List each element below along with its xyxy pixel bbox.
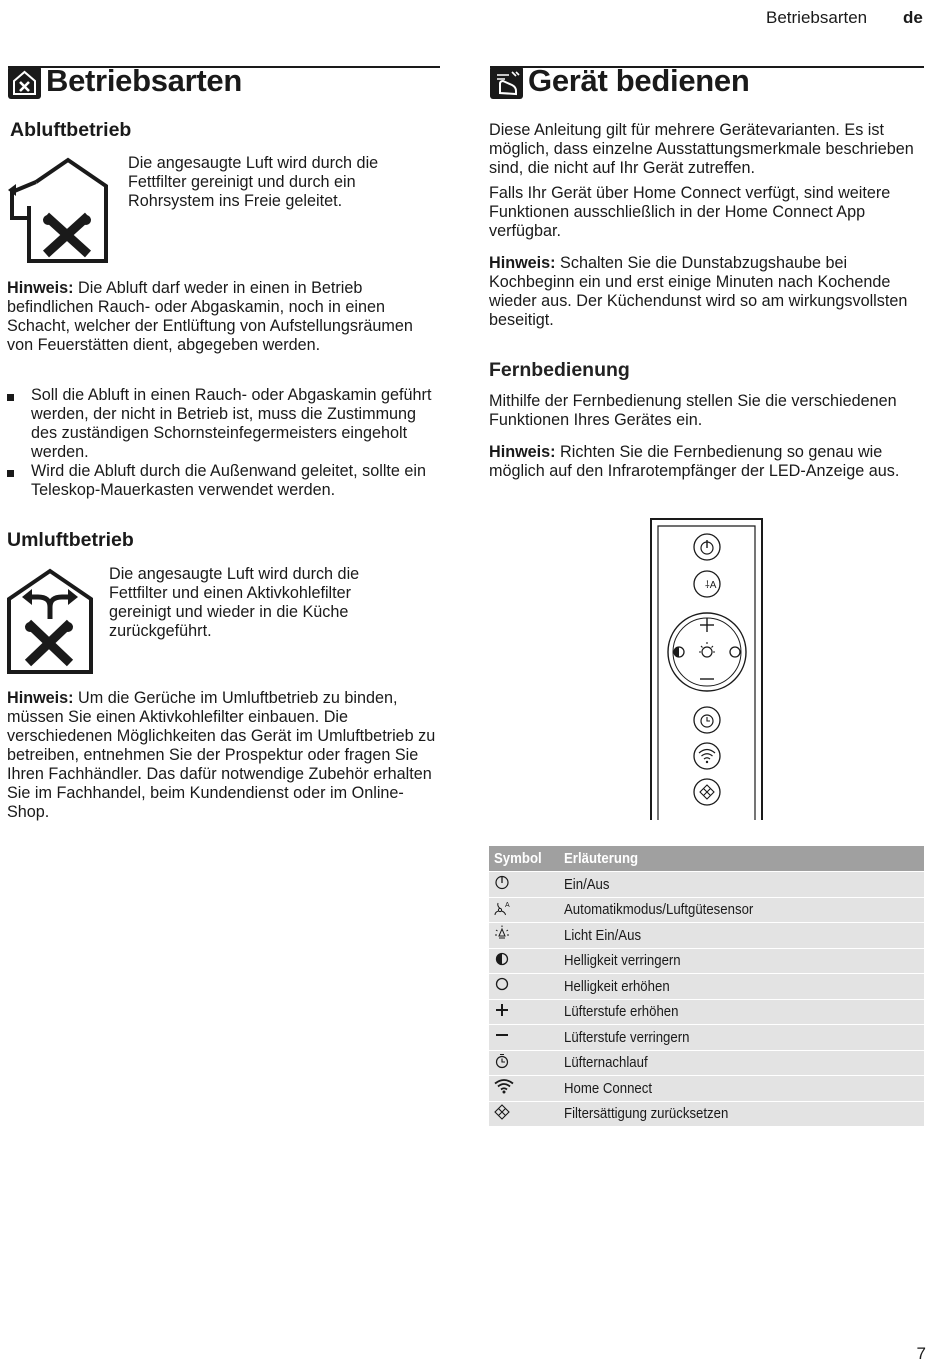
table-cell-label: Automatikmodus/Luftgütesensor (559, 897, 924, 923)
table-cell-label: Filtersättigung zurücksetzen (559, 1101, 924, 1126)
power-icon (489, 872, 559, 898)
light-icon (489, 923, 559, 949)
note-label: Hinweis: (7, 279, 74, 297)
table-row (489, 948, 924, 974)
intro-paragraph: Diese Anleitung gilt für mehrere Gerätevarianten. Es ist möglich, dass einzelne Ausstattungsmerkmale beschrieben sind, die nicht auf Ihr Gerät zutreffen. (489, 121, 914, 177)
table-cell-label: Home Connect (559, 1076, 924, 1102)
table-cell-label: Licht Ein/Aus (559, 923, 924, 949)
brightness-down-icon (489, 948, 559, 974)
note-text: Um die Gerüche im Umluftbetrieb zu binden, müssen Sie einen Aktivkohlefilter einbauen. Die verschiedenen Möglichkeiten das Gerät im Umluftbetrieb zu betreiben, entnehmen Sie der Prospektur oder fragen Sie Ihren Fachhändler. Das dafür notwendige Zubehör erhalten Sie im Fachhandel, beim Kundendienst oder im Online-Shop. (7, 689, 436, 821)
list-item: Soll die Abluft in einen Rauch- oder Abgaskamin geführt werden, der nicht in Betrieb ist, muss die Zustimmung des zuständigen Schornsteinfegermeisters eingeholt werden. (7, 386, 443, 462)
left-title-block (8, 63, 440, 100)
page-title-betriebsarten: Betriebsarten (46, 63, 242, 98)
note-text: Schalten Sie die Dunstabzugshaube bei Kochbeginn ein und erst einige Minuten nach Kochende wieder aus. Der Küchendunst wird so am wirkungsvollsten beseitigt. (489, 254, 908, 329)
abluft-bullet-list (7, 386, 443, 500)
remote-note (489, 443, 925, 481)
table-row (489, 974, 924, 1000)
remote-control-illustration (650, 518, 765, 820)
table-cell-label: Lüfterstufe verringern (559, 1025, 924, 1051)
abluft-note (7, 279, 443, 355)
heading-abluftbetrieb: Abluftbetrieb (10, 119, 132, 141)
table-row (489, 1050, 924, 1076)
table-row (489, 1076, 924, 1102)
table-row (489, 1025, 924, 1051)
home-connect-paragraph: Falls Ihr Gerät über Home Connect verfügt, sind weitere Funktionen ausschließlich in der Home Connect App verfügbar. (489, 184, 891, 240)
table-row (489, 897, 924, 923)
recirculation-mode-icon (6, 567, 94, 675)
table-row (489, 999, 924, 1025)
operate-hand-icon (490, 66, 523, 99)
plus-icon (489, 999, 559, 1025)
remote-paragraph: Mithilfe der Fernbedienung stellen Sie die verschiedenen Funktionen Ihres Gerätes ein. (489, 392, 897, 429)
table-row (489, 923, 924, 949)
exhaust-mode-icon (6, 156, 110, 264)
table-header-symbol: Symbol (489, 846, 559, 872)
note-text: Die Abluft darf weder in einen in Betrieb befindlichen Rauch- oder Abgaskamin, noch in einen Schacht, welcher der Entlüftung von Aufstellungsräumen von Feuerstätten dient, abgegeben werden. (7, 279, 413, 354)
running-header-section: Betriebsarten (766, 8, 868, 27)
filter-reset-icon (489, 1101, 559, 1126)
table-row (489, 1101, 924, 1126)
svg-text:A: A (505, 901, 510, 909)
table-cell-label: Ein/Aus (559, 872, 924, 898)
table-cell-label: Lüfterstufe erhöhen (559, 999, 924, 1025)
note-label: Hinweis: (489, 254, 556, 272)
table-row (489, 872, 924, 898)
timer-icon (489, 1050, 559, 1076)
heading-fernbedienung: Fernbedienung (489, 359, 630, 381)
umluft-note (7, 689, 443, 822)
operation-note (489, 254, 925, 330)
table-cell-label: Lüfternachlauf (559, 1050, 924, 1076)
svg-text:⸸A: ⸸A (705, 580, 717, 591)
table-cell-label: Helligkeit verringern (559, 948, 924, 974)
page-title-geraet-bedienen: Gerät bedienen (528, 63, 750, 98)
list-item: Wird die Abluft durch die Außenwand geleitet, sollte ein Teleskop-Mauerkasten verwendet werden. (7, 462, 443, 500)
table-header-row (489, 846, 924, 872)
abluft-description: Die angesaugte Luft wird durch die Fettfilter gereinigt und durch ein Rohrsystem ins Freie geleitet. (128, 154, 379, 210)
wifi-icon (489, 1076, 559, 1102)
page-number: 7 (916, 1344, 926, 1363)
note-label: Hinweis: (7, 689, 74, 707)
running-header-language: de (903, 8, 923, 27)
minus-icon (489, 1025, 559, 1051)
heading-umluftbetrieb: Umluftbetrieb (7, 529, 134, 551)
right-title-block (490, 63, 924, 100)
table-cell-label: Helligkeit erhöhen (559, 974, 924, 1000)
table-header-erlaeuterung: Erläuterung (559, 846, 924, 872)
symbol-table (489, 846, 924, 1126)
note-label: Hinweis: (489, 443, 556, 461)
umluft-description: Die angesaugte Luft wird durch die Fettfilter und einen Aktivkohlefilter gereinigt und wieder in die Küche zurückgeführt. (109, 565, 360, 640)
modes-house-icon (8, 66, 41, 99)
note-text: Richten Sie die Fernbedienung so genau wie möglich auf den Infrarotempfänger der LED-Anzeige aus. (489, 443, 900, 480)
auto-mode-icon (489, 897, 559, 923)
brightness-up-icon (489, 974, 559, 1000)
